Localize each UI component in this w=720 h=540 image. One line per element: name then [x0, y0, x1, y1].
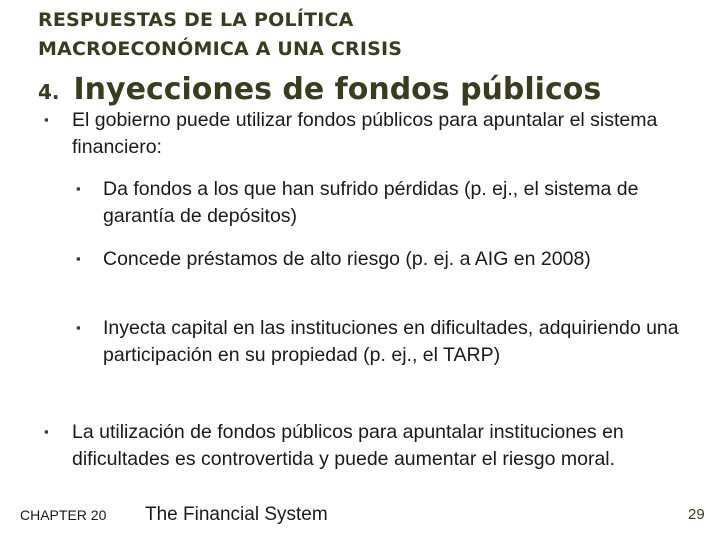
bullet-text: Concede préstamos de alto riesgo (p. ej. a AIG en 2008) [103, 248, 591, 270]
section-title-text: Inyecciones de fondos públicos [73, 72, 602, 107]
bullet-marker-icon: ▪ [76, 320, 81, 335]
bullet-marker-icon: ▪ [76, 251, 81, 266]
bullet-item [44, 419, 677, 473]
bullet-marker-icon: ▪ [76, 181, 81, 196]
bullet-text: Inyecta capital en las instituciones en dificultades, adquiriendo una participación en su propiedad (p. ej., el TARP) [103, 317, 679, 366]
bullet-marker-icon: ▪ [44, 112, 49, 127]
section-number: 4. [38, 80, 60, 104]
slide-heading [38, 6, 402, 64]
sub-bullet-item [76, 176, 691, 230]
heading-line-1: RESPUESTAS DE LA POLÍTICA [38, 9, 354, 31]
footer-chapter: CHAPTER 20 [20, 507, 107, 523]
page-number: 29 [688, 506, 705, 523]
bullet-text: Da fondos a los que han sufrido pérdidas (p. ej., el sistema de garantía de depósitos) [103, 178, 639, 227]
heading-line-2: MACROECONÓMICA A UNA CRISIS [38, 38, 403, 60]
footer-book-title: The Financial System [145, 504, 328, 525]
sub-bullet-item [76, 246, 691, 273]
bullet-text: El gobierno puede utilizar fondos públicos para apuntalar el sistema financiero: [72, 109, 658, 158]
bullet-marker-icon: ▪ [44, 424, 49, 439]
bullet-item [44, 107, 712, 161]
sub-bullet-item [76, 315, 691, 369]
bullet-text: La utilización de fondos públicos para apuntalar instituciones en dificultades es controvertida y puede aumentar el riesgo moral. [72, 421, 624, 470]
